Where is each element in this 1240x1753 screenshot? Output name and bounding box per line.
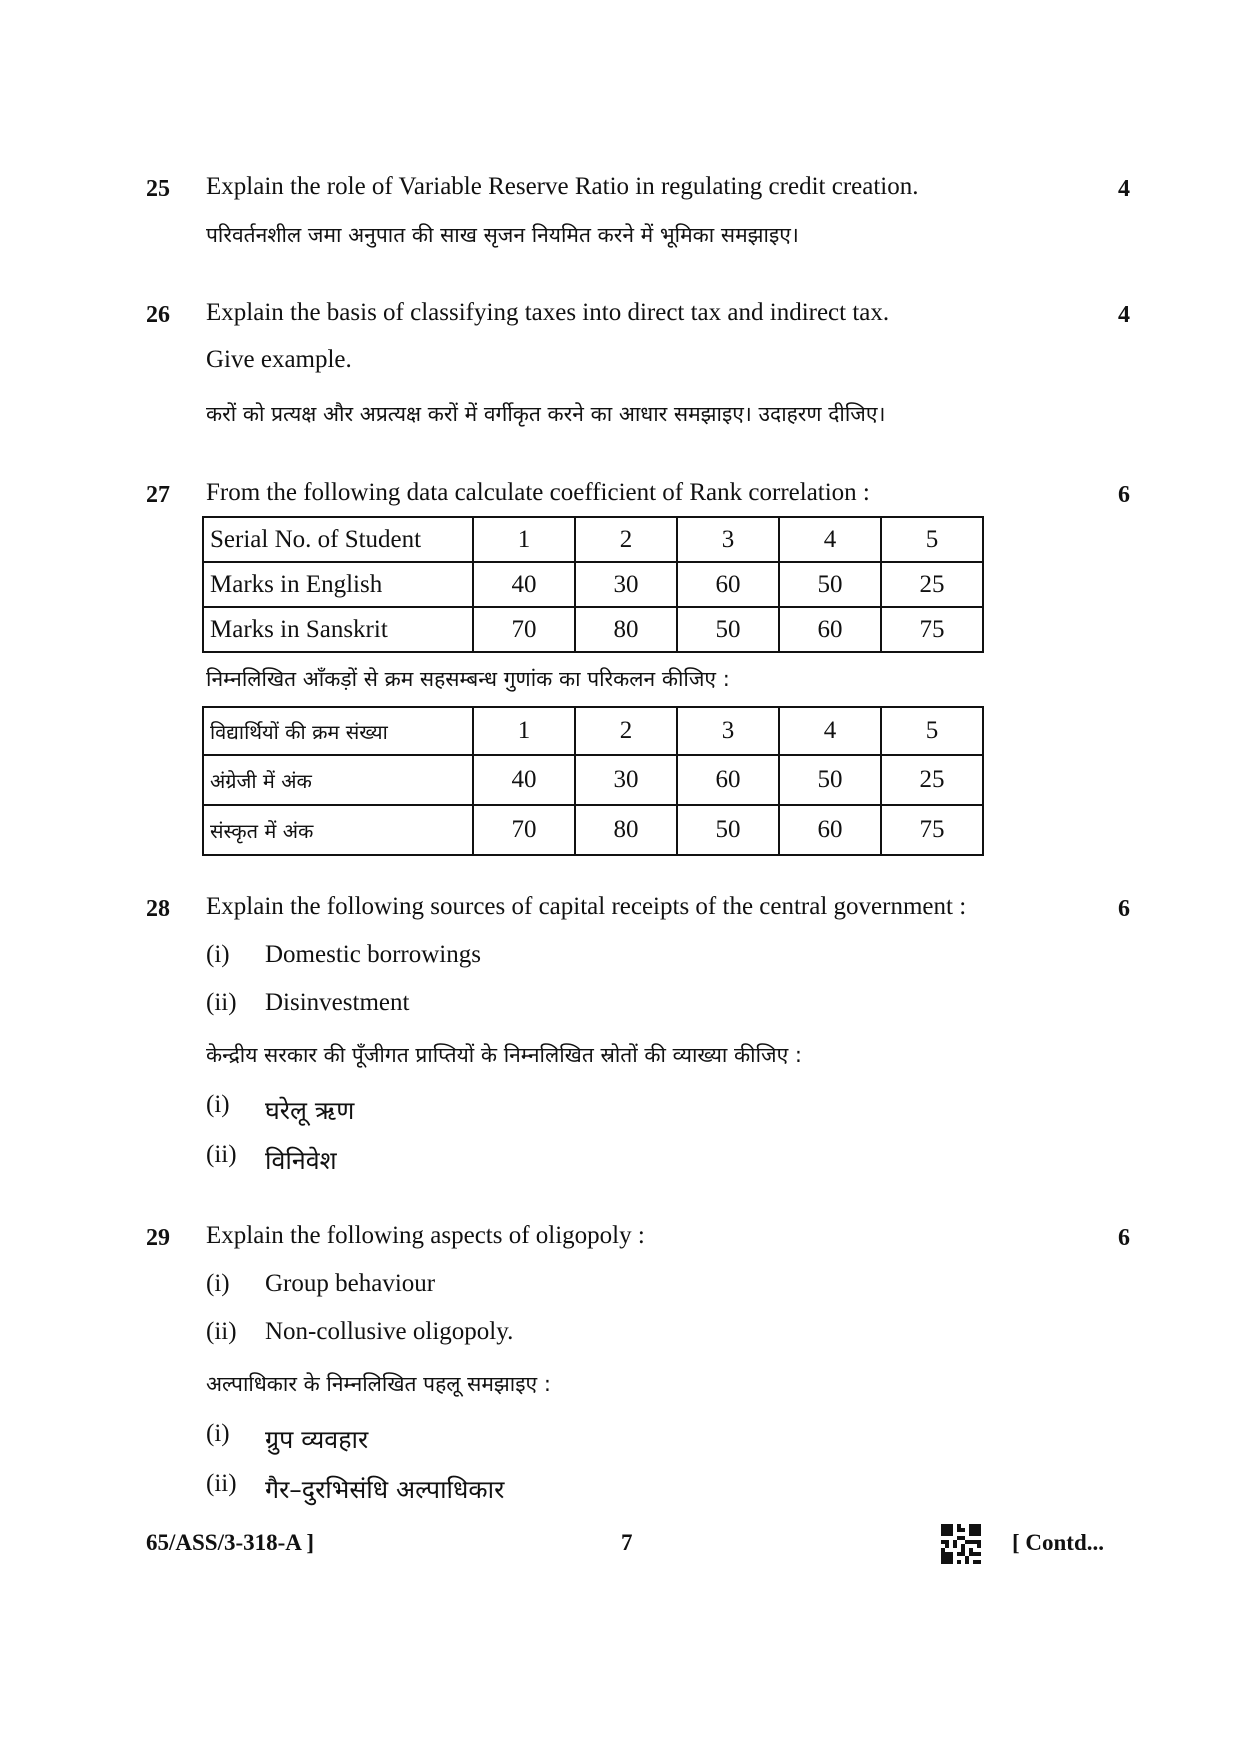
table-cell: 1: [473, 707, 575, 755]
question-text-en: From the following data calculate coefficient of Rank correlation :: [206, 479, 870, 506]
table-cell: 50: [779, 755, 881, 805]
table-cell: विद्यार्थियों की क्रम संख्या: [203, 707, 473, 755]
item-text: Non-collusive oligopoly.: [265, 1318, 514, 1345]
question-number: 26: [146, 302, 170, 328]
item-index: (i): [206, 941, 230, 968]
paper-code: 65/ASS/3-318-A ]: [146, 1530, 315, 1555]
table-cell: 50: [677, 607, 779, 652]
question-text-en: Explain the following aspects of oligopoly :: [206, 1222, 645, 1249]
question-marks: 4: [1118, 302, 1130, 328]
item-text: Domestic borrowings: [265, 941, 481, 968]
table-cell: 25: [881, 755, 983, 805]
table-cell: 70: [473, 805, 575, 855]
table-cell: 60: [779, 805, 881, 855]
table-cell: 1: [473, 517, 575, 562]
table-cell: 40: [473, 755, 575, 805]
table-cell: 30: [575, 562, 677, 607]
rank-data-table-en: [202, 516, 984, 653]
table-cell: 30: [575, 755, 677, 805]
table-cell: 5: [881, 707, 983, 755]
table-row: [203, 607, 983, 652]
item-index: (i): [206, 1091, 230, 1118]
question-text-en: Explain the following sources of capital receipts of the central government :: [206, 893, 967, 920]
table-cell: 25: [881, 562, 983, 607]
question-marks: 6: [1118, 896, 1130, 922]
table-cell: 70: [473, 607, 575, 652]
page-number: 7: [621, 1530, 633, 1555]
question-text-hi: केन्द्रीय सरकार की पूँजीगत प्राप्तियों के निम्नलिखित स्रोतों की व्याख्या कीजिए :: [206, 1043, 802, 1067]
table-cell: अंग्रेजी में अंक: [203, 755, 473, 805]
table-cell: 3: [677, 517, 779, 562]
item-index: (ii): [206, 1318, 237, 1345]
table-cell: 5: [881, 517, 983, 562]
table-cell: 75: [881, 805, 983, 855]
table-cell: 60: [779, 607, 881, 652]
continued-label: [ Contd...: [1012, 1530, 1105, 1555]
question-text-en: Explain the role of Variable Reserve Ratio in regulating credit creation.: [206, 173, 919, 200]
question-text-hi: परिवर्तनशील जमा अनुपात की साख सृजन नियमित करने में भूमिका समझाइए।: [206, 223, 799, 247]
table-cell: Marks in Sanskrit: [203, 607, 473, 652]
rank-data-table-hi: [202, 706, 984, 856]
table-cell: 2: [575, 707, 677, 755]
item-text: विनिवेश: [265, 1146, 337, 1175]
table-cell: 4: [779, 707, 881, 755]
question-text-hi: निम्नलिखित आँकड़ों से क्रम सहसम्बन्ध गुणांक का परिकलन कीजिए :: [206, 667, 730, 691]
question-text-hi: अल्पाधिकार के निम्नलिखित पहलू समझाइए :: [206, 1372, 551, 1396]
question-text-en: Explain the basis of classifying taxes into direct tax and indirect tax.: [206, 299, 890, 326]
qr-code-icon: [941, 1524, 981, 1564]
question-marks: 6: [1118, 482, 1130, 508]
table-cell: Serial No. of Student: [203, 517, 473, 562]
table-cell: Marks in English: [203, 562, 473, 607]
question-number: 25: [146, 176, 170, 202]
item-text: गैर–दुरभिसंधि अल्पाधिकार: [265, 1475, 505, 1504]
table-cell: 60: [677, 562, 779, 607]
table-cell: 40: [473, 562, 575, 607]
table-row: [203, 707, 983, 755]
table-cell: 4: [779, 517, 881, 562]
table-cell: 50: [779, 562, 881, 607]
question-number: 27: [146, 482, 170, 508]
question-marks: 4: [1118, 176, 1130, 202]
table-cell: 60: [677, 755, 779, 805]
table-row: [203, 755, 983, 805]
table-row: [203, 562, 983, 607]
table-cell: 80: [575, 607, 677, 652]
item-index: (ii): [206, 989, 237, 1016]
table-cell: 75: [881, 607, 983, 652]
question-marks: 6: [1118, 1225, 1130, 1251]
item-index: (ii): [206, 1141, 237, 1168]
item-index: (i): [206, 1420, 230, 1447]
question-number: 29: [146, 1225, 170, 1251]
item-text: Group behaviour: [265, 1270, 436, 1297]
question-text-hi: करों को प्रत्यक्ष और अप्रत्यक्ष करों में वर्गीकृत करने का आधार समझाइए। उदाहरण दीजिए।: [206, 402, 886, 426]
table-cell: संस्कृत में अंक: [203, 805, 473, 855]
table-row: [203, 517, 983, 562]
question-number: 28: [146, 896, 170, 922]
item-text: ग्रुप व्यवहार: [265, 1425, 369, 1454]
item-index: (ii): [206, 1470, 237, 1497]
question-text-en-2: Give example.: [206, 346, 352, 373]
table-row: [203, 805, 983, 855]
item-text: Disinvestment: [265, 989, 410, 1016]
table-cell: 80: [575, 805, 677, 855]
item-index: (i): [206, 1270, 230, 1297]
table-cell: 2: [575, 517, 677, 562]
table-cell: 3: [677, 707, 779, 755]
table-cell: 50: [677, 805, 779, 855]
item-text: घरेलू ऋण: [265, 1096, 355, 1125]
